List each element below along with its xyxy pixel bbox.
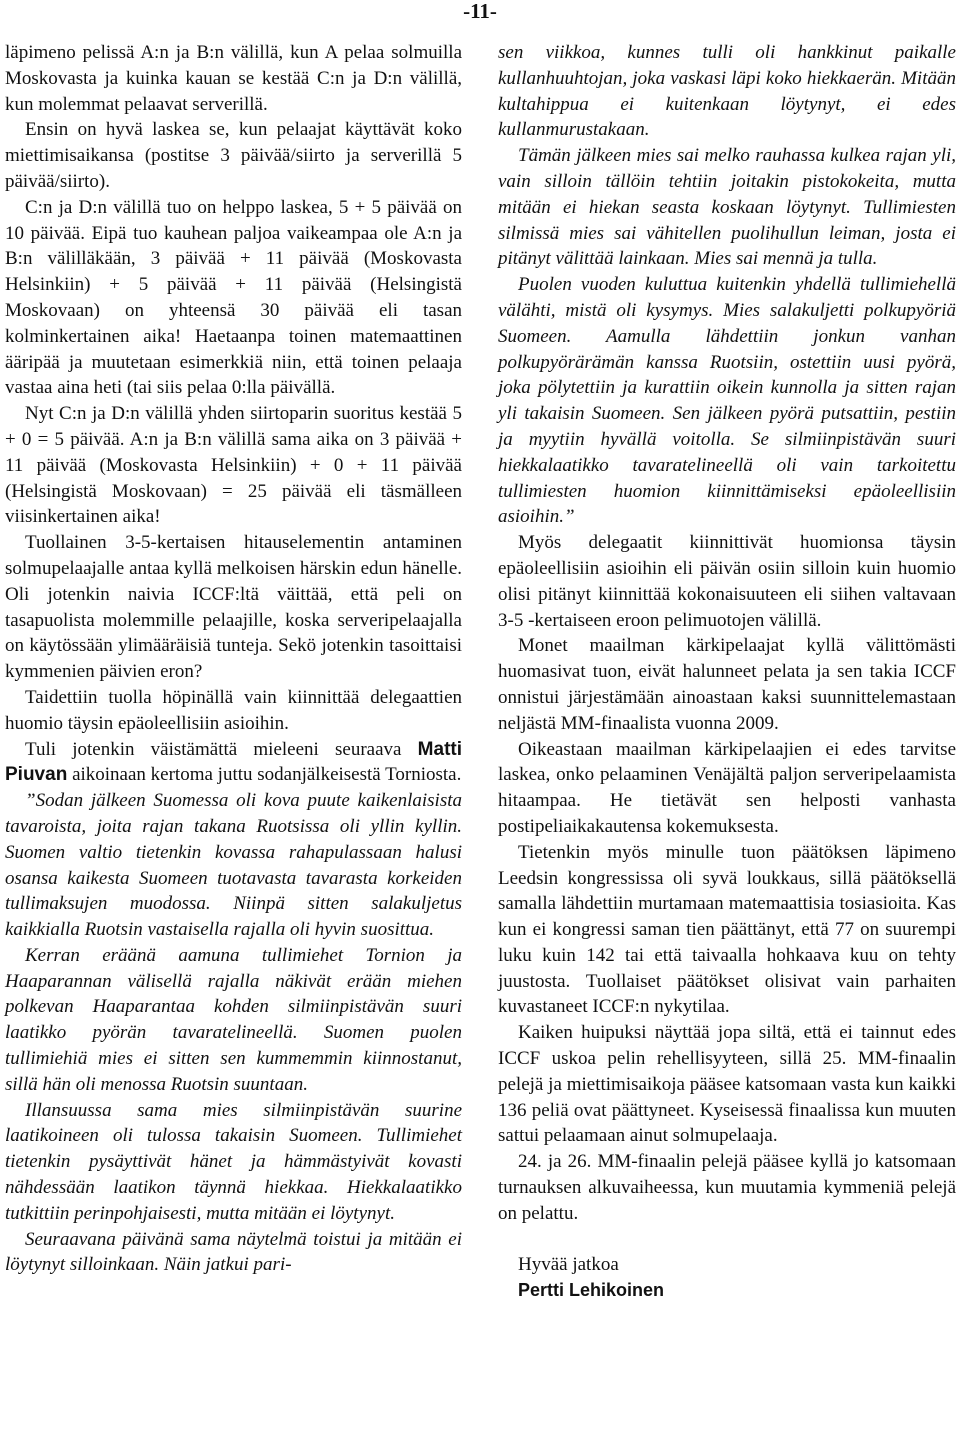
paragraph-text: aikoinaan kertoma juttu sodanjälkeisestä Torniosta. xyxy=(67,764,462,786)
paragraph: läpimeno pelissä A:n ja B:n välillä, kun A pelaa solmuilla Moskovasta ja kuinka kauan se kestää C:n ja D:n välillä, kun molemmat pelaavat serverillä. xyxy=(5,42,462,115)
left-column xyxy=(5,40,462,1278)
quote-paragraph: ”Sodan jälkeen Suomessa oli kova puute kaikenlaisista tavaroista, joita rajan takana Ruotsissa oli yllin kyllin. Suomen valtio tietenkin kovassa rahapulassaan halusi osansa kaikesta Suomeen tuotavasta tavarasta korkeiden tullimaksujen muodossa. Niinpä sitten salakuljetus kaikkialla Ruotsin vastaisella rajalla oli hyvin suosittua. xyxy=(5,790,462,941)
quote-paragraph: Illansuussa sama mies silmiinpistävän suurine laatikoineen oli tulossa takaisin Suomeen. Tullimiehet tietenkin pysäyttivät hänet ja hämmästyivät kovasti nähdessään laatikon täynnä hiekkaa. Hiekkalaatikko tutkittiin perinpohjaisesti, mutta mitään ei löytynyt. xyxy=(5,1099,462,1224)
quote-paragraph: Seuraavana päivänä sama näytelmä toistui ja mitään ei löytynyt silloinkaan. Näin jatkui pari- xyxy=(5,1228,462,1276)
paragraph: Tietenkin myös minulle tuon päätöksen läpimeno Leedsin kongressissa oli syvä loukkaus, sillä päätöksellä samalla lähdettiin murtamaan matemaattisia tosiasioita. Kas kun ei kongressi saman tien päättänyt, että 77 on suurempi luku kuin 142 tai että taivaalla hohkaava kuu on tehty juustosta. Tuollaiset päätökset olisivat vain parhaiten kuvastaneet ICCF:n nykytilaa. xyxy=(498,841,956,1018)
paragraph: Monet maailman kärkipelaajat kyllä välittömästi huomasivat tuon, eivät halunneet pelata ja sen takia ICCF onnistui järjestämään ainoastaan kaksi suunnittelemastaan neljästä MM-finaalista vuonna 2009. xyxy=(498,635,956,734)
paragraph: Oikeastaan maailman kärkipelaajien ei edes tarvitse laskea, onko pelaaminen Venäjältä paljon serveripelaamista hitaampaa. He tietävät sen helposti vanhasta postipeliaikakautensa kokemuksesta. xyxy=(498,738,956,837)
quote-paragraph: Kerran eräänä aamuna tullimiehet Tornion ja Haaparannan välisellä rajalla näkivät erään miehen polkevan Haaparantaa kohden silmiinpistävän suuri laatikko pyörän tavaratelineellä. Suomen puolen tullimiehiä mies ei sitten sen kummemmin kiinnostanut, sillä hän oli menossa Ruotsin suuntaan. xyxy=(5,944,462,1095)
paragraph: Myös delegaatit kiinnittivät huomionsa täysin epäoleellisiin asioihin eli päivän osiin silloin kuin huomio olisi pitänyt kiinnittää kokonaisuuteen eli siihen valtavaan 3-5 -kertaiseen eroon pelimuotojen välillä. xyxy=(498,532,956,631)
paragraph-text: Tuli jotenkin väistämättä mieleeni seuraava xyxy=(25,738,418,760)
paragraph: Nyt C:n ja D:n välillä yhden siirtoparin suoritus kestää 5 + 0 = 5 päivää. A:n ja B:n välillä sama aika on 3 päivää + 11 päivää (Moskovasta Helsinkiin) + 0 + 11 päivää (Helsingistä Moskovaan) = 25 päivää eli täsmälleen viisinkertainen aika! xyxy=(5,403,462,528)
quote-paragraph: sen viikkoa, kunnes tulli oli hankkinut paikalle kullanhuuhtojan, joka vaskasi läpi koko hiekkaerän. Mitään kultahippua ei kuitenkaan löytynyt, ei edes kullanmurustakaan. xyxy=(498,42,956,141)
paragraph xyxy=(5,737,462,789)
paragraph: 24. ja 26. MM-finaalin pelejä pääsee kyllä jo katsomaan turnauksen alkuvaiheessa, kun muutamia kymmeniä pelejä on pelattu. xyxy=(498,1151,956,1224)
paragraph: Tuollainen 3-5-kertaisen hitauselementin antaminen solmupelaajalle antaa kyllä melkoisen härskin edun hänelle. Oli jotenkin naivia ICCF:ltä väittää, että peli on tasapuolista molemmille pelaajille, koska serveripelaajalla on käytössään ylimääräisiä tunteja. Sekö jotenkin tasoittaisi kymmenien päivien eron? xyxy=(5,532,462,683)
quote-paragraph: Puolen vuoden kuluttua kuitenkin yhdellä tullimiehellä välähti, mistä oli kysymys. Mies salakuljetti polkupyöriä Suomeen. Aamulla lähdettiin jonkun vanhan polkupyörärämän kanssa Ruotsiin, ostettiin uusi pyörä, joka pölytettiin ja kurattiin oikein kunnolla ja sitten rajan yli takaisin Suomeen. Sen jälkeen pyörä putsattiin, pestiin ja myytiin hyvällä voitolla. Se silmiinpistävän suuri hiekkalaatikko tavaratelineellä oli vain tarkoitettu tullimiesten huomion kiinnittämiseksi epäoleellisiin asioihin.” xyxy=(498,274,956,528)
page-number: -11- xyxy=(463,0,497,23)
quote-paragraph: Tämän jälkeen mies sai melko rauhassa kulkea rajan yli, vain silloin tällöin tehtiin joitakin pistokokeita, mutta mitään ei hiekan seasta koskaan löytynyt. Tullimiesten silmissä mies sai vähitellen puolihullun leiman, josta ei pitänyt välittää lainkaan. Mies sai mennä ja tulla. xyxy=(498,145,956,270)
person-name: Matti Piuvan xyxy=(5,738,462,786)
paragraph: Kaiken huipuksi näyttää jopa siltä, että ei tainnut edes ICCF uskoa pelin rehellisyyteen, sillä 25. MM-finaalin pelejä ja miettimisaikoja pääsee katsomaan vasta kun kaikki 136 peliä ovat päättyneet. Kyseisessä finaalissa kun muuten sattui pelaamaan ainut solmupelaaja. xyxy=(498,1022,956,1147)
paragraph: Taidettiin tuolla höpinällä vain kiinnittää delegaattien huomio täysin epäoleellisiin asioihin. xyxy=(5,686,462,734)
paragraph: Ensin on hyvä laskea se, kun pelaajat käyttävät koko miettimisaikansa (postitse 3 päivää/siirto ja serverillä 5 päivää/siirto). xyxy=(5,119,462,192)
author-signature: Pertti Lehikoinen xyxy=(518,1280,665,1301)
paragraph: C:n ja D:n välillä tuo on helppo laskea, 5 + 5 päivää on 10 päivää. Eipä tuo kauhean paljoa vaikeampaa ole A:n ja B:n välilläkään, 3 päivää + 11 päivää (Moskovasta Helsinkiin) + 5 päivää + 11 päivää (Helsingistä Moskovaan) on yhteensä 30 päivää eli tasan kolminkertainen aika! Haetaanpa toinen matemaattinen ääripää ja muutetaan esimerkkiä niin, että toinen pelaaja vastaa aina heti (tai siis pelaa 0:lla päivällä. xyxy=(5,196,462,399)
right-column xyxy=(498,40,956,1304)
closing-greeting: Hyvää jatkoa xyxy=(518,1254,619,1276)
